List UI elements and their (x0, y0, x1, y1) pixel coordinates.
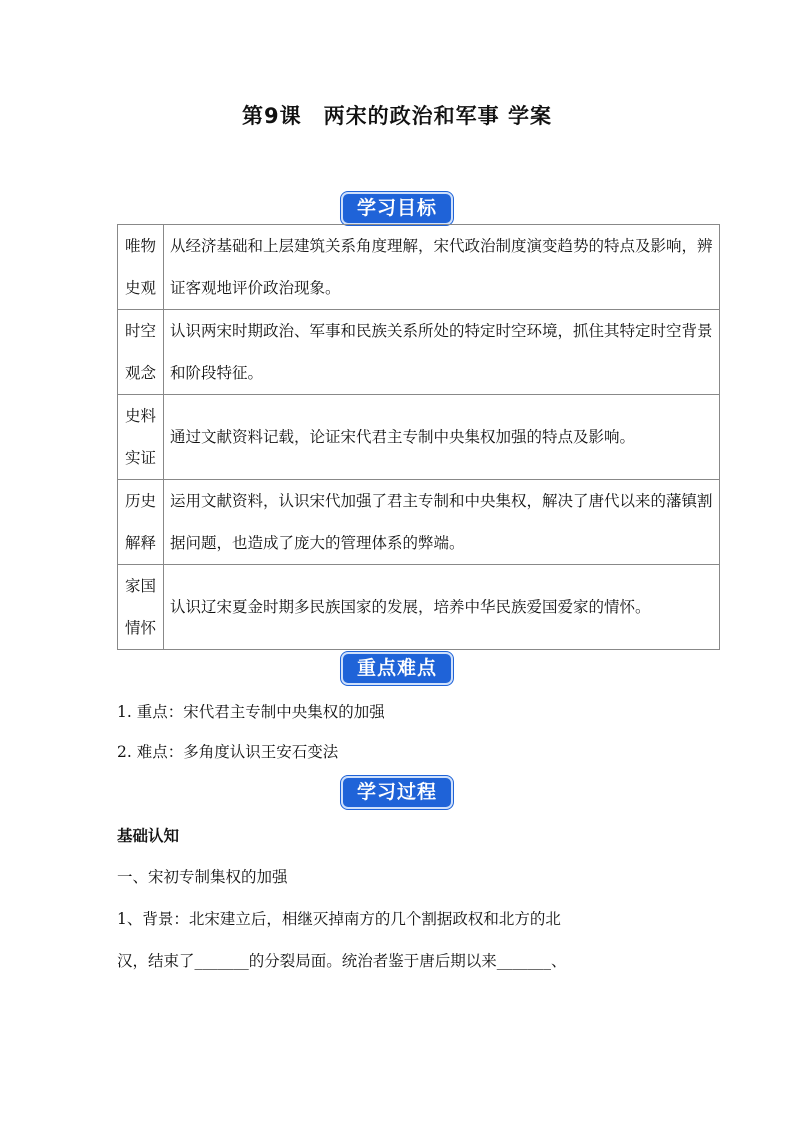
page-title: 第9课 两宋的政治和军事 学案 (242, 104, 552, 128)
objective-key: 唯物 (124, 237, 156, 255)
objective-key: 情怀 (124, 619, 156, 637)
objective-key: 实证 (124, 449, 156, 467)
section-header-objectives: 学习目标 (341, 192, 453, 225)
objective-row (118, 225, 720, 310)
subheading: 基础认知 (117, 826, 180, 845)
objective-text: 从经济基础和上层建筑关系角度理解，宋代政治制度演变趋势的特点及影响，辨证客观地评价政治现象。 (164, 225, 720, 310)
objective-key: 历史 (124, 492, 156, 510)
difficult-point: 2. 难点：多角度认识王安石变法 (117, 743, 339, 761)
objective-text: 运用文献资料，认识宋代加强了君主专制和中央集权，解决了唐代以来的藩镇割据问题，也造成了庞大的管理体系的弊端。 (164, 480, 720, 565)
section-header-process: 学习过程 (341, 776, 453, 809)
objective-key: 史观 (124, 279, 156, 297)
objective-key: 家国 (124, 577, 156, 595)
objective-row (118, 565, 720, 650)
objective-row (118, 480, 720, 565)
objective-text: 认识两宋时期政治、军事和民族关系所处的特定时空环境，抓住其特定时空背景和阶段特征。 (164, 310, 720, 395)
objective-row (118, 395, 720, 480)
objectives-table (117, 224, 720, 650)
section-header-key-points: 重点难点 (341, 652, 453, 685)
objective-text: 通过文献资料记载，论证宋代君主专制中央集权加强的特点及影响。 (164, 395, 720, 480)
objective-key: 观念 (124, 364, 156, 382)
body-line: 1、背景：北宋建立后，相继灭掉南方的几个割据政权和北方的北 (117, 910, 561, 928)
objective-row (118, 310, 720, 395)
objective-key: 解释 (124, 534, 156, 552)
objective-key: 时空 (124, 322, 156, 340)
body-line: 汉，结束了_______的分裂局面。统治者鉴于唐后期以来_______、 (117, 952, 567, 970)
objective-text: 认识辽宋夏金时期多民族国家的发展，培养中华民族爱国爱家的情怀。 (164, 565, 720, 650)
objective-key: 史料 (124, 407, 156, 425)
key-point: 1. 重点：宋代君主专制中央集权的加强 (117, 703, 385, 721)
section-heading: 一、宋初专制集权的加强 (117, 868, 288, 886)
